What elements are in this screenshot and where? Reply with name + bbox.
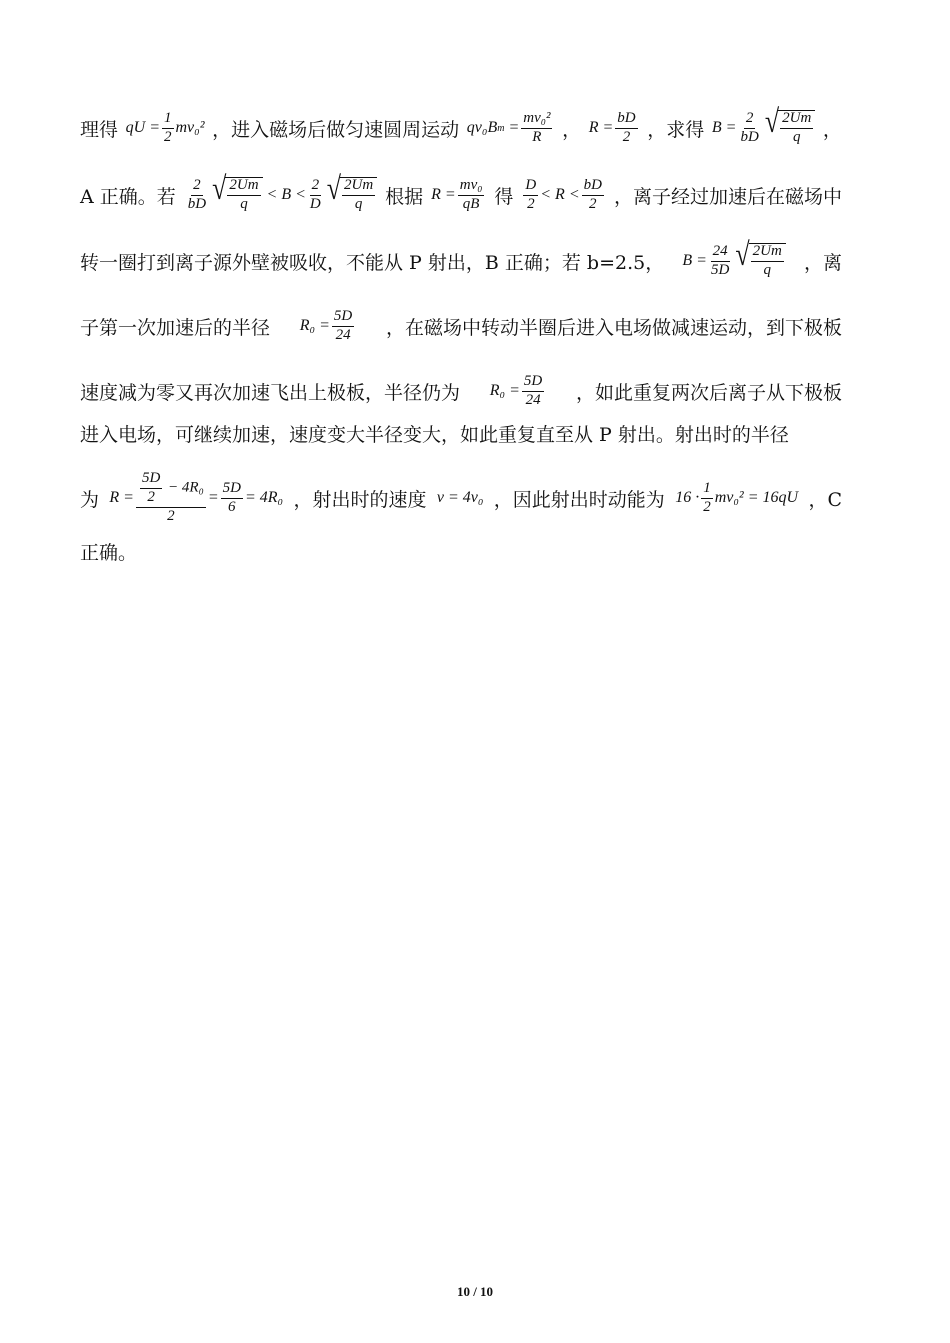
- fraction: $\frac{5D}{24}$: [333, 307, 353, 343]
- text-line-7: [80, 466, 842, 530]
- text-line-8: [80, 523, 842, 579]
- fraction: $\frac{5D}{24}$: [523, 372, 543, 408]
- line1-text-a: 理得: [80, 118, 119, 141]
- line2-formula-R: R = $\frac{\text{mv₀}}{qB}$: [431, 176, 483, 212]
- line7-formula-v: v = 4v₀: [436, 489, 484, 506]
- fraction: $\frac{\text{mv₀²}}{R}$: [523, 109, 551, 145]
- line5-text-a: 速度减为零又再次加速飞出上极板，半径仍为: [80, 381, 461, 404]
- fraction: $\frac{\text{mv₀}}{qB}$: [459, 176, 483, 212]
- line1-formula-R: R = $\frac{bD}{2}$: [588, 109, 636, 145]
- fraction: $\frac{2}{D}$: [309, 176, 321, 212]
- fraction: $\frac{1}{2}$: [703, 479, 711, 515]
- fraction: $\frac{5D}{2}$: [141, 470, 161, 506]
- line4-text-a: 子第一次加速后的半径: [80, 316, 271, 339]
- line7-text-a: 为: [80, 488, 100, 511]
- fraction: $\frac{D}{2}$: [525, 176, 537, 212]
- fraction: $\frac{2}{bD}$: [187, 176, 207, 212]
- line3-text-a: 转一圈打到离子源外壁被吸收，不能从 P 射出，B 正确；若 b=2.5，: [80, 251, 665, 274]
- line7-text-c: ，因此射出时动能为: [493, 488, 665, 511]
- page-number: 10 / 10: [456, 1284, 494, 1299]
- line1-formula-force: qv₀B m = $\frac{\text{mv₀²}}{R}$: [466, 109, 551, 145]
- fraction: $\frac{2}{bD}$: [740, 109, 759, 145]
- text-line-4: [80, 298, 842, 354]
- line7-formula-R: R = $\frac{5D}{2}$ − 4R₀ 2 = $\frac{5D}{6}$ = 4R₀: [109, 470, 284, 524]
- line1-text-d: ，求得: [647, 118, 705, 141]
- fraction: $\frac{5D}{6}$: [222, 479, 241, 515]
- line7-text-d: ，C: [808, 488, 842, 511]
- line4-text-b: ，在磁场中转动半圈后进入电场做减速运动，到下极板: [385, 316, 842, 339]
- line8-text-a: 正确。: [80, 541, 138, 564]
- compound-fraction: $\frac{5D}{2}$ − 4R₀ 2: [136, 471, 206, 524]
- text-line-1: [80, 100, 842, 156]
- fraction: $\frac{24}{5D}$: [710, 242, 730, 278]
- line2-text-c: 得: [494, 185, 514, 208]
- square-root: √ $\frac{2Um}{q}$: [735, 243, 785, 279]
- square-root: √ $\frac{2Um}{q}$: [212, 177, 262, 213]
- line6-text-a: 进入电场，可继续加速，速度变大半径变大，如此重复直至从 P 射出。射出时的半径: [80, 423, 789, 446]
- line7-formula-energy: 16 · $\frac{1}{2}$ mv₀² = 16qU: [675, 479, 799, 515]
- line5-formula-R0: R₀ = $\frac{5D}{24}$: [489, 372, 543, 408]
- line4-formula-R0: R₀ = $\frac{5D}{24}$: [299, 307, 353, 343]
- fraction: $\frac{1}{2}$: [164, 109, 172, 145]
- square-root: √ $\frac{2Um}{q}$: [327, 177, 377, 213]
- line2-formula-Rrange: $\frac{D}{2}$ < R < $\frac{bD}{2}$: [525, 176, 602, 212]
- text-line-2: [80, 167, 842, 223]
- line1-text-b: ，进入磁场后做匀速圆周运动: [212, 118, 460, 141]
- square-root: √ $\frac{2Um}{q}$: [765, 110, 815, 146]
- line3-text-b: ，离: [803, 251, 842, 274]
- line2-text-a: A 正确。若: [80, 185, 176, 208]
- text-line-3: [80, 233, 842, 289]
- fraction: $\frac{bD}{2}$: [617, 109, 636, 145]
- text-line-6: [80, 405, 842, 461]
- line1-formula-qU: qU = $\frac{1}{2}$ mv₀²: [125, 109, 205, 145]
- line1-text-e: ，: [822, 118, 842, 141]
- line2-text-d: ，离子经过加速后在磁场中: [613, 185, 842, 208]
- fraction: $\frac{bD}{2}$: [583, 176, 602, 212]
- line2-formula-range: $\frac{2}{bD}$ √ $\frac{2Um}{q}$ < B < $\frac{2}{D}$ √ $\frac{2Um}{q}$: [184, 177, 377, 213]
- line1-formula-B: B = $\frac{2}{bD}$ √ $\frac{2Um}{q}$: [712, 110, 815, 146]
- line7-text-b: ，射出时的速度: [293, 488, 427, 511]
- line2-text-b: 根据: [385, 185, 424, 208]
- line1-text-c: ，: [562, 118, 582, 141]
- line3-formula-B: B = $\frac{24}{5D}$ √ $\frac{2Um}{q}$: [682, 243, 785, 279]
- line5-text-b: ，如此重复两次后离子从下极板: [575, 381, 842, 404]
